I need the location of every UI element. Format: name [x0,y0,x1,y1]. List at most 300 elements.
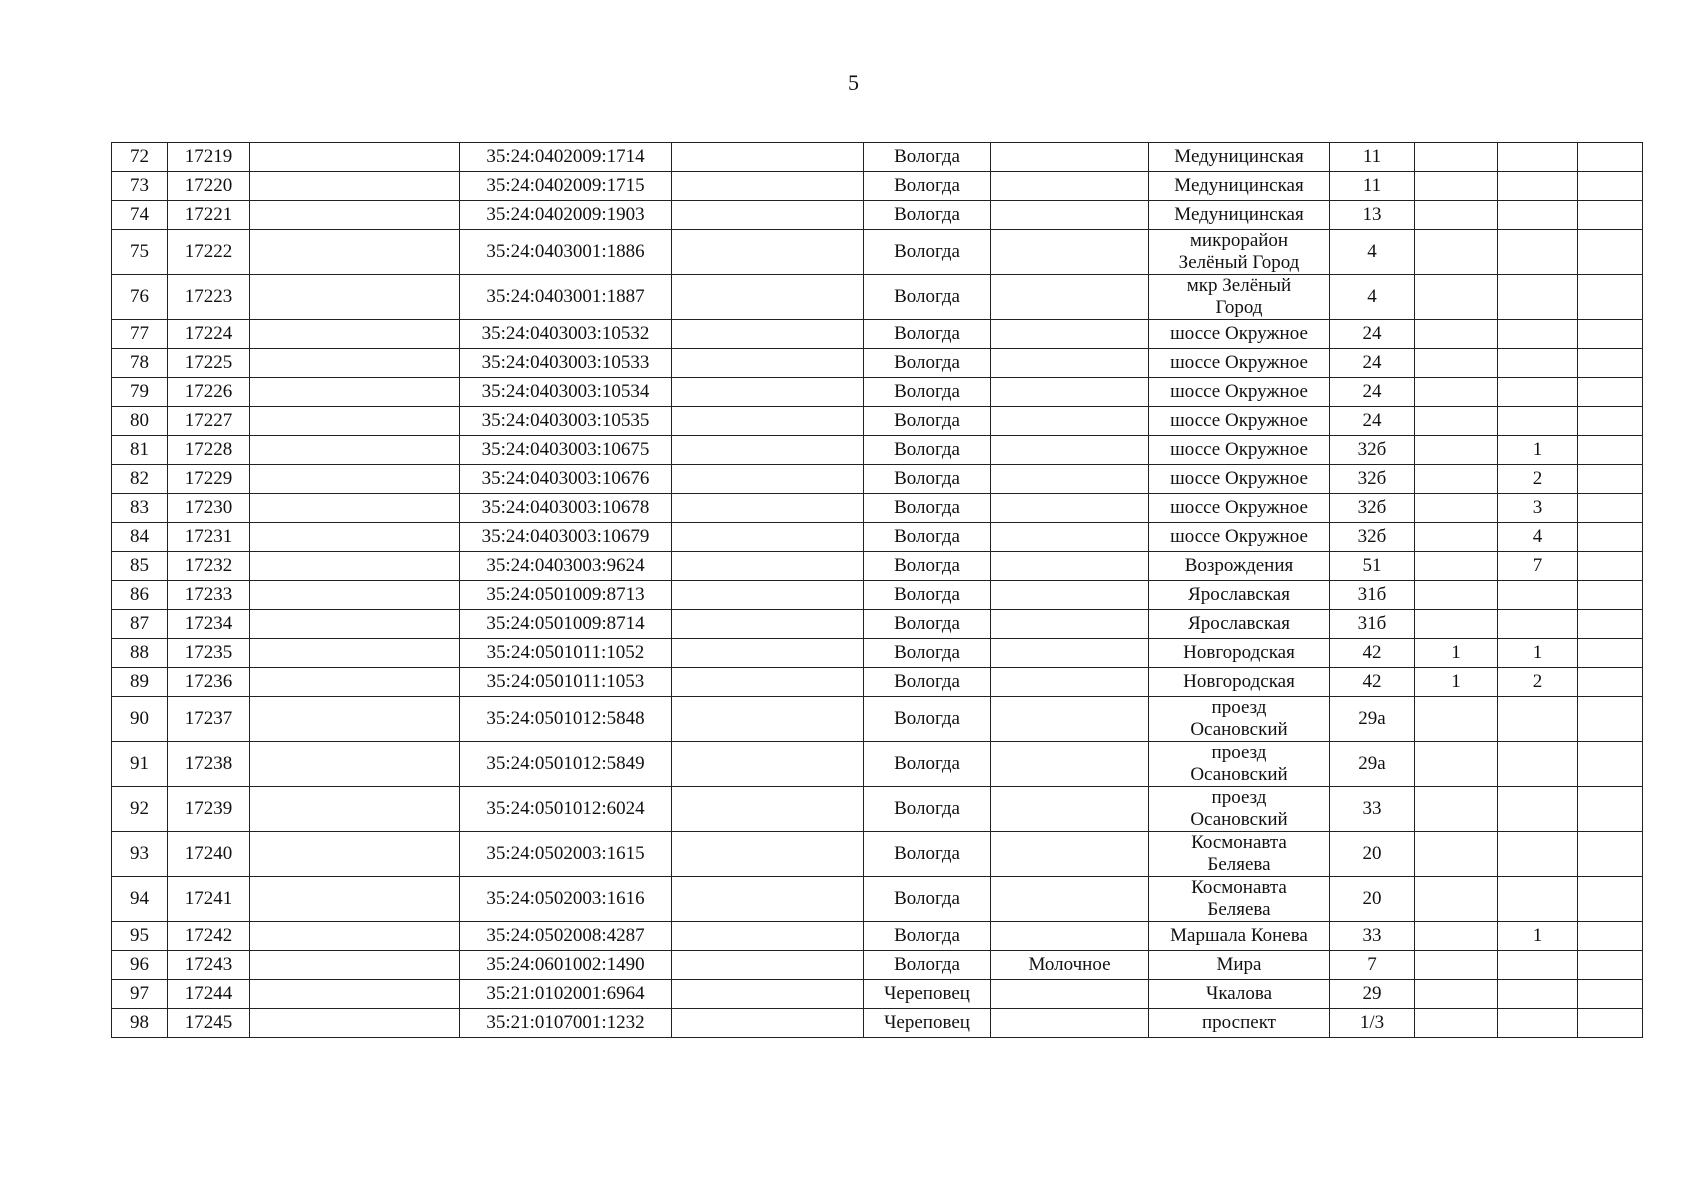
city-cell: Вологда [864,349,991,378]
apartment-cell [1498,877,1578,922]
street-cell: шоссе Окружное [1149,378,1330,407]
table-row [112,143,1643,172]
apartment-cell [1498,320,1578,349]
empty-cell-cell [1578,951,1643,980]
apartment-cell: 7 [1498,552,1578,581]
empty-cell-cell [1578,407,1643,436]
apartment-cell [1498,201,1578,230]
empty-cell-cell [1578,742,1643,787]
cadastral-number-cell: 35:24:0402009:1715 [460,172,672,201]
cadastral-number-cell: 35:24:0403003:10678 [460,494,672,523]
house-number-cell: 29 [1330,980,1415,1009]
record-code-cell: 17240 [168,832,250,877]
house-number-cell: 13 [1330,201,1415,230]
cadastral-number-cell: 35:24:0502008:4287 [460,922,672,951]
street-cell: Медуницинская [1149,201,1330,230]
empty-cell-cell [672,877,864,922]
empty-cell-cell [1578,832,1643,877]
record-code-cell: 17225 [168,349,250,378]
apartment-cell [1498,610,1578,639]
row-number-cell: 90 [112,697,168,742]
house-number-cell: 24 [1330,407,1415,436]
building-cell [1415,494,1498,523]
cadastral-number-cell: 35:24:0501012:5848 [460,697,672,742]
empty-cell-cell [250,581,460,610]
city-cell: Вологда [864,742,991,787]
empty-cell-cell [1578,230,1643,275]
locality-cell [991,201,1149,230]
locality-cell [991,349,1149,378]
house-number-cell: 32б [1330,523,1415,552]
street-cell: шоссе Окружное [1149,494,1330,523]
city-cell: Вологда [864,610,991,639]
cadastral-number-cell: 35:24:0403003:10676 [460,465,672,494]
row-number-cell: 76 [112,275,168,320]
city-cell: Вологда [864,581,991,610]
locality-cell [991,742,1149,787]
locality-cell [991,1009,1149,1038]
empty-cell-cell [672,1009,864,1038]
table-row [112,378,1643,407]
building-cell: 1 [1415,668,1498,697]
empty-cell-cell [1578,922,1643,951]
street-cell: Космонавта Беляева [1149,832,1330,877]
row-number-cell: 82 [112,465,168,494]
locality-cell [991,320,1149,349]
empty-cell-cell [672,697,864,742]
locality-cell [991,465,1149,494]
locality-cell: Молочное [991,951,1149,980]
building-cell [1415,951,1498,980]
city-cell: Череповец [864,980,991,1009]
house-number-cell: 31б [1330,610,1415,639]
empty-cell-cell [250,1009,460,1038]
empty-cell-cell [672,407,864,436]
house-number-cell: 31б [1330,581,1415,610]
record-code-cell: 17227 [168,407,250,436]
row-number-cell: 97 [112,980,168,1009]
cadastral-number-cell: 35:24:0403003:10532 [460,320,672,349]
locality-cell [991,436,1149,465]
street-cell: проезд Осановский [1149,787,1330,832]
cadastral-number-cell: 35:24:0501011:1053 [460,668,672,697]
record-code-cell: 17224 [168,320,250,349]
empty-cell-cell [250,201,460,230]
street-cell: Медуницинская [1149,172,1330,201]
city-cell: Вологда [864,378,991,407]
house-number-cell: 32б [1330,494,1415,523]
row-number-cell: 91 [112,742,168,787]
table-row [112,980,1643,1009]
empty-cell-cell [672,951,864,980]
apartment-cell [1498,143,1578,172]
city-cell: Вологда [864,436,991,465]
city-cell: Вологда [864,951,991,980]
empty-cell-cell [1578,465,1643,494]
empty-cell-cell [250,742,460,787]
locality-cell [991,877,1149,922]
building-cell [1415,980,1498,1009]
empty-cell-cell [672,639,864,668]
empty-cell-cell [1578,523,1643,552]
house-number-cell: 7 [1330,951,1415,980]
empty-cell-cell [1578,275,1643,320]
apartment-cell: 1 [1498,922,1578,951]
street-cell: Возрождения [1149,552,1330,581]
cadastral-number-cell: 35:24:0403003:10533 [460,349,672,378]
building-cell [1415,922,1498,951]
empty-cell-cell [250,610,460,639]
city-cell: Вологда [864,172,991,201]
record-code-cell: 17242 [168,922,250,951]
empty-cell-cell [672,494,864,523]
locality-cell [991,523,1149,552]
building-cell [1415,349,1498,378]
empty-cell-cell [1578,581,1643,610]
street-cell: Новгородская [1149,668,1330,697]
building-cell [1415,523,1498,552]
street-cell: мкр Зелёный Город [1149,275,1330,320]
street-cell: Космонавта Беляева [1149,877,1330,922]
row-number-cell: 94 [112,877,168,922]
table-row [112,494,1643,523]
locality-cell [991,494,1149,523]
row-number-cell: 84 [112,523,168,552]
apartment-cell [1498,1009,1578,1038]
house-number-cell: 20 [1330,877,1415,922]
empty-cell-cell [672,378,864,407]
cadastral-number-cell: 35:24:0402009:1714 [460,143,672,172]
row-number-cell: 72 [112,143,168,172]
apartment-cell: 3 [1498,494,1578,523]
empty-cell-cell [672,610,864,639]
apartment-cell: 1 [1498,639,1578,668]
house-number-cell: 51 [1330,552,1415,581]
building-cell [1415,697,1498,742]
empty-cell-cell [250,172,460,201]
building-cell [1415,320,1498,349]
locality-cell [991,172,1149,201]
row-number-cell: 78 [112,349,168,378]
locality-cell [991,610,1149,639]
cadastral-number-cell: 35:24:0501012:6024 [460,787,672,832]
row-number-cell: 93 [112,832,168,877]
page-number: 5 [848,70,859,95]
house-number-cell: 11 [1330,143,1415,172]
apartment-cell [1498,697,1578,742]
locality-cell [991,922,1149,951]
house-number-cell: 29а [1330,697,1415,742]
empty-cell-cell [672,275,864,320]
record-code-cell: 17228 [168,436,250,465]
empty-cell-cell [250,378,460,407]
empty-cell-cell [1578,172,1643,201]
street-cell: Ярославская [1149,581,1330,610]
locality-cell [991,832,1149,877]
empty-cell-cell [672,742,864,787]
apartment-cell [1498,230,1578,275]
empty-cell-cell [672,922,864,951]
locality-cell [991,581,1149,610]
street-cell: Ярославская [1149,610,1330,639]
locality-cell [991,787,1149,832]
empty-cell-cell [672,349,864,378]
building-cell [1415,172,1498,201]
table-row [112,172,1643,201]
house-number-cell: 24 [1330,349,1415,378]
record-code-cell: 17239 [168,787,250,832]
street-cell: шоссе Окружное [1149,407,1330,436]
row-number-cell: 81 [112,436,168,465]
apartment-cell [1498,787,1578,832]
empty-cell-cell [1578,980,1643,1009]
city-cell: Вологда [864,523,991,552]
cadastral-number-cell: 35:24:0501009:8714 [460,610,672,639]
row-number-cell: 95 [112,922,168,951]
cadastral-number-cell: 35:24:0403003:9624 [460,552,672,581]
row-number-cell: 96 [112,951,168,980]
row-number-cell: 83 [112,494,168,523]
building-cell [1415,230,1498,275]
cadastral-number-cell: 35:24:0502003:1615 [460,832,672,877]
city-cell: Вологда [864,552,991,581]
apartment-cell [1498,832,1578,877]
row-number-cell: 86 [112,581,168,610]
empty-cell-cell [250,639,460,668]
table-row [112,230,1643,275]
table-row [112,639,1643,668]
table-row [112,1009,1643,1038]
empty-cell-cell [672,436,864,465]
row-number-cell: 98 [112,1009,168,1038]
table-row [112,523,1643,552]
building-cell [1415,832,1498,877]
house-number-cell: 1/3 [1330,1009,1415,1038]
row-number-cell: 75 [112,230,168,275]
empty-cell-cell [250,552,460,581]
apartment-cell [1498,275,1578,320]
empty-cell-cell [250,143,460,172]
house-number-cell: 24 [1330,320,1415,349]
apartment-cell [1498,980,1578,1009]
table-row [112,436,1643,465]
empty-cell-cell [1578,494,1643,523]
building-cell [1415,552,1498,581]
house-number-cell: 4 [1330,275,1415,320]
record-code-cell: 17220 [168,172,250,201]
cadastral-number-cell: 35:24:0502003:1616 [460,877,672,922]
city-cell: Череповец [864,1009,991,1038]
row-number-cell: 77 [112,320,168,349]
record-code-cell: 17243 [168,951,250,980]
empty-cell-cell [250,922,460,951]
table-row [112,581,1643,610]
empty-cell-cell [1578,1009,1643,1038]
record-code-cell: 17238 [168,742,250,787]
street-cell: Маршала Конева [1149,922,1330,951]
house-number-cell: 4 [1330,230,1415,275]
cadastral-number-cell: 35:24:0403003:10535 [460,407,672,436]
record-code-cell: 17230 [168,494,250,523]
empty-cell-cell [1578,378,1643,407]
building-cell [1415,877,1498,922]
building-cell [1415,787,1498,832]
record-code-cell: 17241 [168,877,250,922]
record-code-cell: 17219 [168,143,250,172]
empty-cell-cell [250,436,460,465]
locality-cell [991,552,1149,581]
table-row [112,922,1643,951]
building-cell [1415,465,1498,494]
city-cell: Вологда [864,465,991,494]
empty-cell-cell [672,201,864,230]
building-cell [1415,581,1498,610]
city-cell: Вологда [864,639,991,668]
empty-cell-cell [250,787,460,832]
table-row [112,610,1643,639]
record-code-cell: 17245 [168,1009,250,1038]
empty-cell-cell [250,407,460,436]
row-number-cell: 88 [112,639,168,668]
empty-cell-cell [250,230,460,275]
table-row [112,320,1643,349]
empty-cell-cell [672,832,864,877]
street-cell: Мира [1149,951,1330,980]
empty-cell-cell [250,494,460,523]
table-row [112,697,1643,742]
cadastral-number-cell: 35:24:0501012:5849 [460,742,672,787]
street-cell: шоссе Окружное [1149,320,1330,349]
locality-cell [991,668,1149,697]
table-body [112,143,1643,1038]
record-code-cell: 17226 [168,378,250,407]
table-row [112,951,1643,980]
building-cell [1415,407,1498,436]
table-row [112,742,1643,787]
empty-cell-cell [672,552,864,581]
apartment-cell [1498,407,1578,436]
locality-cell [991,639,1149,668]
cadastral-number-cell: 35:24:0501011:1052 [460,639,672,668]
building-cell [1415,1009,1498,1038]
building-cell [1415,378,1498,407]
empty-cell-cell [672,980,864,1009]
apartment-cell [1498,951,1578,980]
street-cell: шоссе Окружное [1149,349,1330,378]
city-cell: Вологда [864,697,991,742]
empty-cell-cell [672,172,864,201]
empty-cell-cell [672,581,864,610]
city-cell: Вологда [864,320,991,349]
building-cell [1415,275,1498,320]
house-number-cell: 32б [1330,465,1415,494]
table-row [112,877,1643,922]
cadastral-number-cell: 35:24:0403001:1886 [460,230,672,275]
record-code-cell: 17232 [168,552,250,581]
empty-cell-cell [1578,877,1643,922]
apartment-cell [1498,172,1578,201]
empty-cell-cell [250,523,460,552]
empty-cell-cell [250,980,460,1009]
row-number-cell: 89 [112,668,168,697]
empty-cell-cell [250,349,460,378]
empty-cell-cell [250,320,460,349]
empty-cell-cell [1578,787,1643,832]
building-cell: 1 [1415,639,1498,668]
empty-cell-cell [672,465,864,494]
street-cell: шоссе Окружное [1149,436,1330,465]
row-number-cell: 87 [112,610,168,639]
empty-cell-cell [250,275,460,320]
building-cell [1415,143,1498,172]
empty-cell-cell [1578,349,1643,378]
table-row [112,275,1643,320]
row-number-cell: 92 [112,787,168,832]
empty-cell-cell [672,523,864,552]
empty-cell-cell [1578,697,1643,742]
row-number-cell: 80 [112,407,168,436]
cadastral-number-cell: 35:21:0107001:1232 [460,1009,672,1038]
apartment-cell [1498,581,1578,610]
house-number-cell: 29а [1330,742,1415,787]
street-cell: Чкалова [1149,980,1330,1009]
apartment-cell: 4 [1498,523,1578,552]
city-cell: Вологда [864,877,991,922]
house-number-cell: 32б [1330,436,1415,465]
house-number-cell: 24 [1330,378,1415,407]
city-cell: Вологда [864,407,991,436]
empty-cell-cell [1578,143,1643,172]
city-cell: Вологда [864,832,991,877]
city-cell: Вологда [864,275,991,320]
cadastral-number-cell: 35:24:0601002:1490 [460,951,672,980]
empty-cell-cell [250,668,460,697]
building-cell [1415,201,1498,230]
table-row [112,552,1643,581]
registry-table [111,142,1643,1038]
locality-cell [991,378,1149,407]
cadastral-number-cell: 35:24:0402009:1903 [460,201,672,230]
cadastral-number-cell: 35:24:0403001:1887 [460,275,672,320]
empty-cell-cell [1578,639,1643,668]
cadastral-number-cell: 35:24:0403003:10675 [460,436,672,465]
record-code-cell: 17237 [168,697,250,742]
table-row [112,668,1643,697]
record-code-cell: 17236 [168,668,250,697]
table-row [112,201,1643,230]
apartment-cell [1498,378,1578,407]
locality-cell [991,980,1149,1009]
city-cell: Вологда [864,143,991,172]
table-row [112,787,1643,832]
apartment-cell: 2 [1498,668,1578,697]
city-cell: Вологда [864,787,991,832]
street-cell: проспект [1149,1009,1330,1038]
record-code-cell: 17244 [168,980,250,1009]
record-code-cell: 17235 [168,639,250,668]
street-cell: проезд Осановский [1149,697,1330,742]
empty-cell-cell [250,951,460,980]
house-number-cell: 42 [1330,639,1415,668]
locality-cell [991,407,1149,436]
record-code-cell: 17222 [168,230,250,275]
building-cell [1415,610,1498,639]
house-number-cell: 20 [1330,832,1415,877]
house-number-cell: 33 [1330,922,1415,951]
locality-cell [991,275,1149,320]
empty-cell-cell [250,697,460,742]
empty-cell-cell [250,465,460,494]
